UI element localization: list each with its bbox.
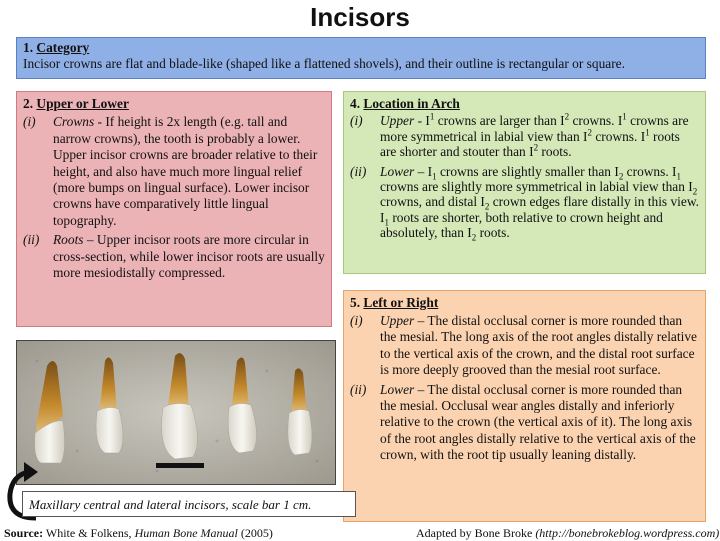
category-box (16, 37, 706, 79)
source-citation: Source: White & Folkens, Human Bone Manual (2005) (4, 526, 273, 540)
left-right-upper-item: (i) Upper – The distal occlusal corner is more rounded than the mesial. The long axis of the root angles distally relative to the vertical axis of the crown, and the distal root surface is more deeply grooved than the mesial root surface. (350, 313, 697, 377)
photo-caption: Maxillary central and lateral incisors, scale bar 1 cm. (22, 491, 356, 517)
adapted-credit: Adapted by Bone Broke (http://bonebrokeblog.wordpress.com) (416, 526, 720, 540)
location-heading: 4. Location in Arch (350, 96, 460, 111)
incisors-photo (16, 340, 336, 485)
crowns-item: (i) Crowns - If height is 2x length (e.g. tall and narrow crowns), the tooth is probably a lower. Upper incisor crowns are broader relative to their height, and also have much more lingual relief (more bumps on lingual surface). Lower incisor crowns have comparatively little lingual topography. (23, 114, 318, 228)
location-in-arch-box (343, 91, 706, 274)
location-upper-item: (i) Upper - $I^1$ crowns are larger than $I^2$ crowns. $I^1$ crowns are more symmetrical in labial view than $I^2$ crowns. $I^1$ roots are shorter and stouter than $I^2$ roots. (350, 111, 689, 160)
left-right-lower-item: (ii) Lower – The distal occlusal corner is more rounded than the mesial. Occlusal wear angles distally and inferiorly relative to the crown (the vertical axis of it). The long axis of the root angles distally relative to the vertical axis of the crown, with the root tip usually leaning distally. (350, 382, 696, 462)
upper-or-lower-box (16, 91, 332, 327)
category-heading: 1. Category (23, 40, 90, 55)
location-lower-item: (ii) Lower – $I_1$ crowns are slightly smaller than $I_2$ crowns. $I_1$ crowns are slightly more symmetrical in labial view than $I_2$ crowns, and distal $I_2$ crown edges flare distally in this view. $I_1$ roots are shorter, both relative to crown height and absolutely, than $I_2$ roots. (350, 163, 699, 243)
scale-bar (156, 463, 204, 468)
page-title: Incisors (310, 2, 410, 32)
upper-or-lower-heading: 2. Upper or Lower (23, 96, 129, 111)
left-or-right-box (343, 290, 706, 522)
left-or-right-heading: 5. Left or Right (350, 295, 439, 310)
category-text: Incisor crowns are flat and blade-like (shaped like a flattened shovels), and their outline is rectangular or square. (23, 56, 625, 72)
roots-item: (ii) Roots – Upper incisor roots are more circular in cross-section, while lower incisor roots are usually more mesiodistally compressed. (23, 232, 325, 281)
